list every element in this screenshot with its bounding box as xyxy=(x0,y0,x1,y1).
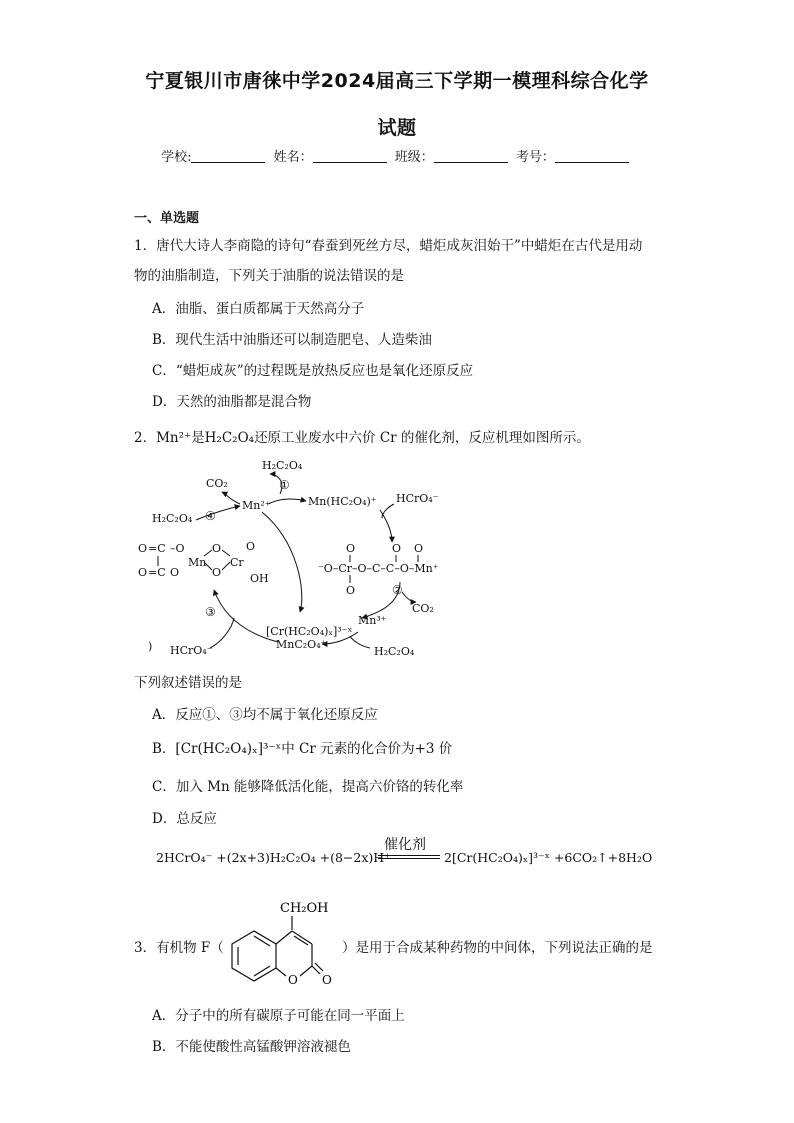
name-blank[interactable] xyxy=(313,150,387,163)
exam-no-blank[interactable] xyxy=(555,150,629,163)
section-title: 一、单选题 xyxy=(134,211,200,226)
coumarin-structure xyxy=(222,896,342,992)
school-label: 学校: xyxy=(161,150,192,165)
q1-option-a[interactable]: A．油脂、蛋白质都属于天然高分子 xyxy=(152,301,365,317)
q1-option-c[interactable]: C．“蜡炬成灰”的过程既是放热反应也是氧化还原反应 xyxy=(152,363,474,379)
q2-stem xyxy=(134,426,590,446)
q1-option-d[interactable]: D．天然的油脂都是混合物 xyxy=(152,394,312,410)
hcro4-right: HCrO₄⁻ xyxy=(396,492,439,505)
q3-stem-a: 3．有机物 F（ xyxy=(134,940,224,956)
class-label: 班级： xyxy=(394,150,434,165)
q1-option-b[interactable]: B．现代生活中油脂还可以制造肥皂、人造柴油 xyxy=(152,332,432,348)
carbonyl-oxygen: O xyxy=(322,973,332,987)
svg-text:=C: =C xyxy=(148,566,166,579)
cr-complex-label: [Cr(HC₂O₄)ₓ]³⁻ˣ xyxy=(266,625,353,638)
h2c2o4-top: H₂C₂O₄ xyxy=(262,459,303,472)
equation-left: 2HCrO₄⁻ +(2x+3)H₂C₂O₄ +(8−2x)H⁺ xyxy=(156,850,391,865)
q2-option-b[interactable] xyxy=(152,737,452,757)
q2-total-equation xyxy=(156,834,656,874)
mechanism-diagram xyxy=(130,452,490,667)
svg-text:O: O xyxy=(346,584,356,597)
svg-text:O: O xyxy=(346,542,356,555)
complex-oh: OH xyxy=(250,572,269,585)
equation-arrow xyxy=(378,855,440,859)
svg-text:O: O xyxy=(212,542,222,555)
q2-stem-c: 还原工业废水中六价 Cr 的催化剂，反应机理如图所示。 xyxy=(254,430,590,446)
co2-right: CO₂ xyxy=(412,602,434,615)
catalyst-label: 催化剂 xyxy=(384,837,426,853)
equation-right: 2[Cr(HC₂O₄)ₓ]³⁻ˣ +6CO₂↑+8H₂O xyxy=(444,850,653,865)
svg-text:=C: =C xyxy=(148,542,166,555)
mnc2o4-label: MnC₂O₄⁺ xyxy=(276,638,327,651)
q3-option-b[interactable]: B．不能使酸性高锰酸钾溶液褪色 xyxy=(152,1039,351,1055)
q2-option-d[interactable]: D．总反应 xyxy=(152,811,217,827)
h2c2o4-left: H₂C₂O₄ xyxy=(152,512,193,525)
complex-mn: Mn xyxy=(188,556,207,569)
q2-stem-a: 2．Mn²⁺是 xyxy=(134,430,205,446)
svg-text:O: O xyxy=(212,566,222,579)
stray-paren: ) xyxy=(148,640,153,653)
mn2-label: Mn²⁺ xyxy=(242,499,271,512)
svg-text:O: O xyxy=(414,542,424,555)
h2c2o4-bottom: H₂C₂O₄ xyxy=(374,645,415,658)
mn3-label: Mn³⁺ xyxy=(358,614,387,627)
step-1-label: ① xyxy=(279,478,290,492)
svg-text:O: O xyxy=(170,566,180,579)
name-label: 姓名： xyxy=(273,150,313,165)
page-title-line2: 试题 xyxy=(377,117,417,139)
q2-option-a[interactable]: A．反应①、③均不属于氧化还原反应 xyxy=(152,707,378,723)
q2-stem-formula: H₂C₂O₄ xyxy=(204,430,255,446)
q2-option-b-formula: [Cr(HC₂O₄)ₓ]³⁻ˣ xyxy=(175,741,282,757)
class-blank[interactable] xyxy=(434,150,508,163)
q3-option-a[interactable]: A．分子中的所有碳原子可能在同一平面上 xyxy=(152,1008,405,1024)
step-2-label: ② xyxy=(392,583,403,597)
svg-text:O: O xyxy=(138,542,148,555)
q2-prompt: 下列叙述错误的是 xyxy=(134,675,242,691)
ch2oh-label: CH₂OH xyxy=(280,901,329,916)
cr-oxalate-chain: ⁻O–Cr–O–C–C–O–Mn⁺ xyxy=(318,562,439,575)
step-4-label: ④ xyxy=(205,509,216,523)
student-info xyxy=(0,146,794,165)
q1-stem-line2: 物的油脂制造，下列关于油脂的说法错误的是 xyxy=(134,268,404,284)
exam-no-label: 考号： xyxy=(515,150,555,165)
mn-hc2o4-label: Mn(HC₂O₄)⁺ xyxy=(308,495,377,508)
q1-stem-line1: 1．唐代大诗人李商隐的诗句“春蚕到死丝方尽，蜡炬成灰泪始干”中蜡炬在古代是用动 xyxy=(134,238,643,254)
q2-option-b-prefix: B． xyxy=(152,741,176,757)
ring-oxygen: O xyxy=(288,973,298,987)
svg-text:–O: –O xyxy=(170,542,185,555)
co2-top: CO₂ xyxy=(206,477,228,490)
complex-cr: Cr xyxy=(230,556,244,569)
q2-option-c[interactable]: C．加入 Mn 能够降低活化能，提高六价铬的转化率 xyxy=(152,779,464,795)
step-3-label: ③ xyxy=(205,605,216,619)
page-title: 宁夏银川市唐徕中学2024届高三下学期一模理科综合化学 xyxy=(145,70,649,92)
school-blank[interactable] xyxy=(191,150,265,163)
q3-stem-b: ）是用于合成某种药物的中间体，下列说法正确的是 xyxy=(342,940,653,956)
svg-text:O: O xyxy=(246,540,256,553)
svg-text:O: O xyxy=(392,542,402,555)
hcro4-left: HCrO₄⁻ xyxy=(170,644,213,657)
svg-text:O: O xyxy=(138,566,148,579)
q2-option-b-suffix: 中 Cr 元素的化合价为+3 价 xyxy=(281,741,453,757)
